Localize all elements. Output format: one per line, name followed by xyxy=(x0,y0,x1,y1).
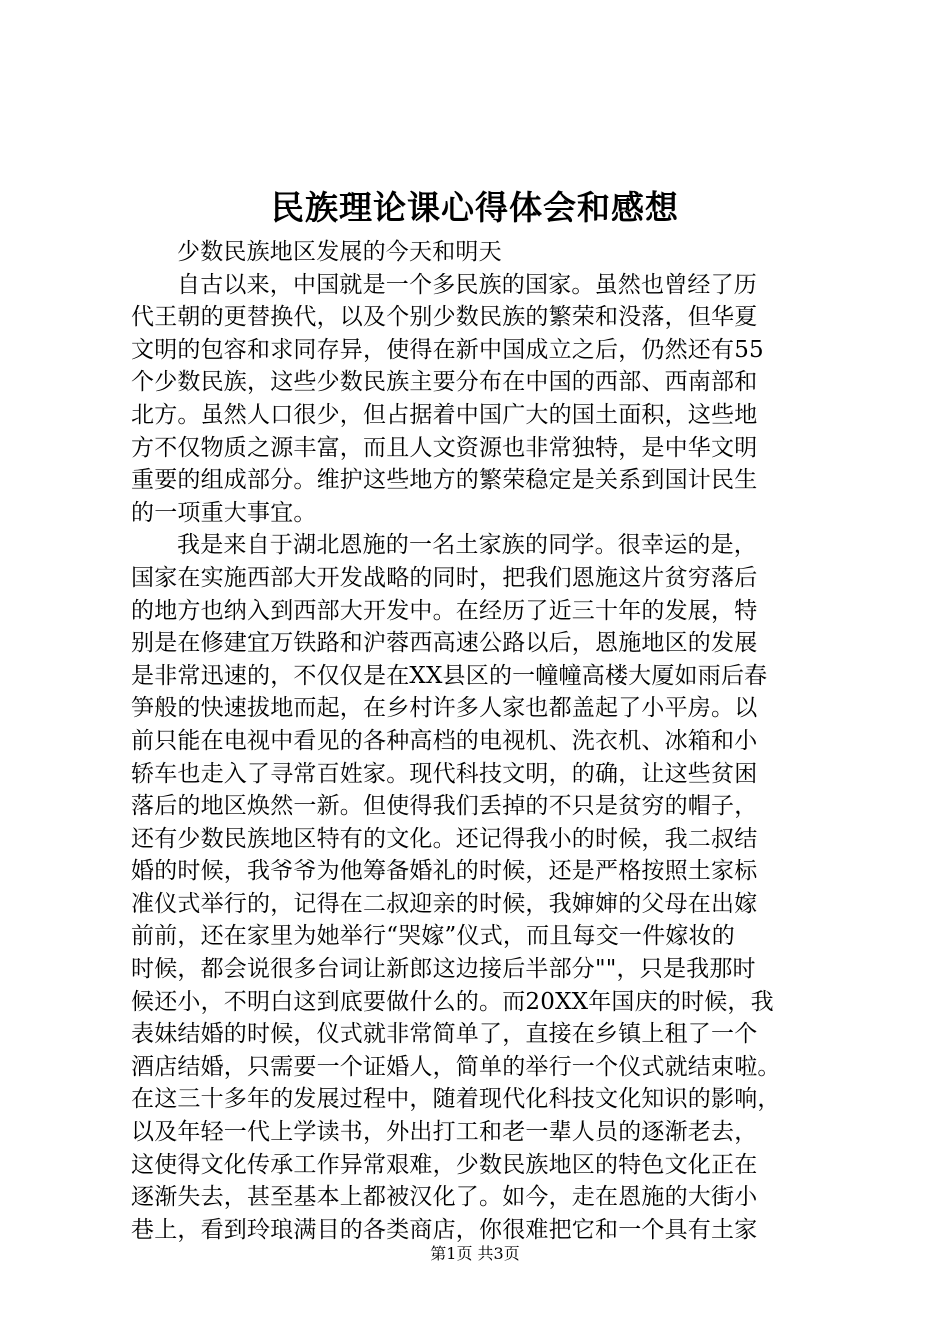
text-line: 文明的包容和求同存异，使得在新中国成立之后，仍然还有55 xyxy=(131,336,764,363)
text-line: 代王朝的更替换代，以及个别少数民族的繁荣和没落，但华夏 xyxy=(131,304,758,331)
paragraph-lines xyxy=(131,269,831,1247)
subtitle: 少数民族地区发展的今天和明天 xyxy=(177,239,502,265)
text-line: 巷上，看到玲琅满目的各类商店，你很难把它和一个具有土家 xyxy=(131,1216,758,1243)
document-body xyxy=(131,236,831,1246)
text-line: 国家在实施西部大开发战略的同时，把我们恩施这片贫穷落后 xyxy=(131,564,758,591)
text-line: 重要的组成部分。维护这些地方的繁荣稳定是关系到国计民生 xyxy=(131,467,758,494)
text-line: 落后的地区焕然一新。但使得我们丢掉的不只是贫穷的帽子， xyxy=(131,793,758,820)
text-line: 的地方也纳入到西部大开发中。在经历了近三十年的发展，特 xyxy=(131,597,758,624)
text-line: 准仪式举行的，记得在二叔迎亲的时候，我婶婶的父母在出嫁 xyxy=(131,890,758,917)
text-line: 还有少数民族地区特有的文化。还记得我小的时候，我二叔结 xyxy=(131,825,758,852)
text-line: 自古以来，中国就是一个多民族的国家。虽然也曾经了历 xyxy=(177,271,757,298)
text-line: 逐渐失去，甚至基本上都被汉化了。如今，走在恩施的大街小 xyxy=(131,1184,758,1211)
text-line: 个少数民族，这些少数民族主要分布在中国的西部、西南部和 xyxy=(131,369,758,396)
text-line: 北方。虽然人口很少，但占据着中国广大的国土面积，这些地 xyxy=(131,401,758,428)
text-line: 这使得文化传承工作异常艰难，少数民族地区的特色文化正在 xyxy=(131,1151,758,1178)
document-title: 民族理论课心得体会和感想 xyxy=(271,188,679,227)
text-line: 以及年轻一代上学读书，外出打工和老一辈人员的逐渐老去， xyxy=(131,1119,758,1146)
text-line: 表妹结婚的时候，仪式就非常简单了，直接在乡镇上租了一个 xyxy=(131,1021,758,1048)
text-line: 笋般的快速拔地而起，在乡村许多人家也都盖起了小平房。以 xyxy=(131,695,758,722)
text-line: 是非常迅速的，不仅仅是在XX县区的一幢幢高楼大厦如雨后春 xyxy=(131,662,768,689)
text-line: 前前，还在家里为她举行“哭嫁”仪式，而且每交一件嫁妆的 xyxy=(131,923,735,950)
text-line: 酒店结婚，只需要一个证婚人，简单的举行一个仪式就结束啦。 xyxy=(131,1053,781,1080)
text-line: 前只能在电视中看见的各种高档的电视机、洗衣机、冰箱和小 xyxy=(131,727,758,754)
text-line: 的一项重大事宜。 xyxy=(131,499,317,526)
text-line: 在这三十多年的发展过程中，随着现代化科技文化知识的影响， xyxy=(131,1086,781,1113)
text-line: 方不仅物质之源丰富，而且人文资源也非常独特，是中华文明 xyxy=(131,434,758,461)
text-line: 别是在修建宜万铁路和沪蓉西高速公路以后，恩施地区的发展 xyxy=(131,630,758,657)
text-line: 轿车也走入了寻常百姓家。现代科技文明，的确，让这些贫困 xyxy=(131,760,758,787)
text-line: 我是来自于湖北恩施的一名土家族的同学。很幸运的是， xyxy=(177,532,757,559)
text-line: 时候，都会说很多台词让新郎这边接后半部分""，只是我那时 xyxy=(131,956,756,983)
text-line: 候还小，不明白这到底要做什么的。而20XX年国庆的时候，我 xyxy=(131,988,774,1015)
page-footer: 第1页 共3页 xyxy=(430,1244,520,1263)
text-line: 婚的时候，我爷爷为他筹备婚礼的时候，还是严格按照土家标 xyxy=(131,858,758,885)
